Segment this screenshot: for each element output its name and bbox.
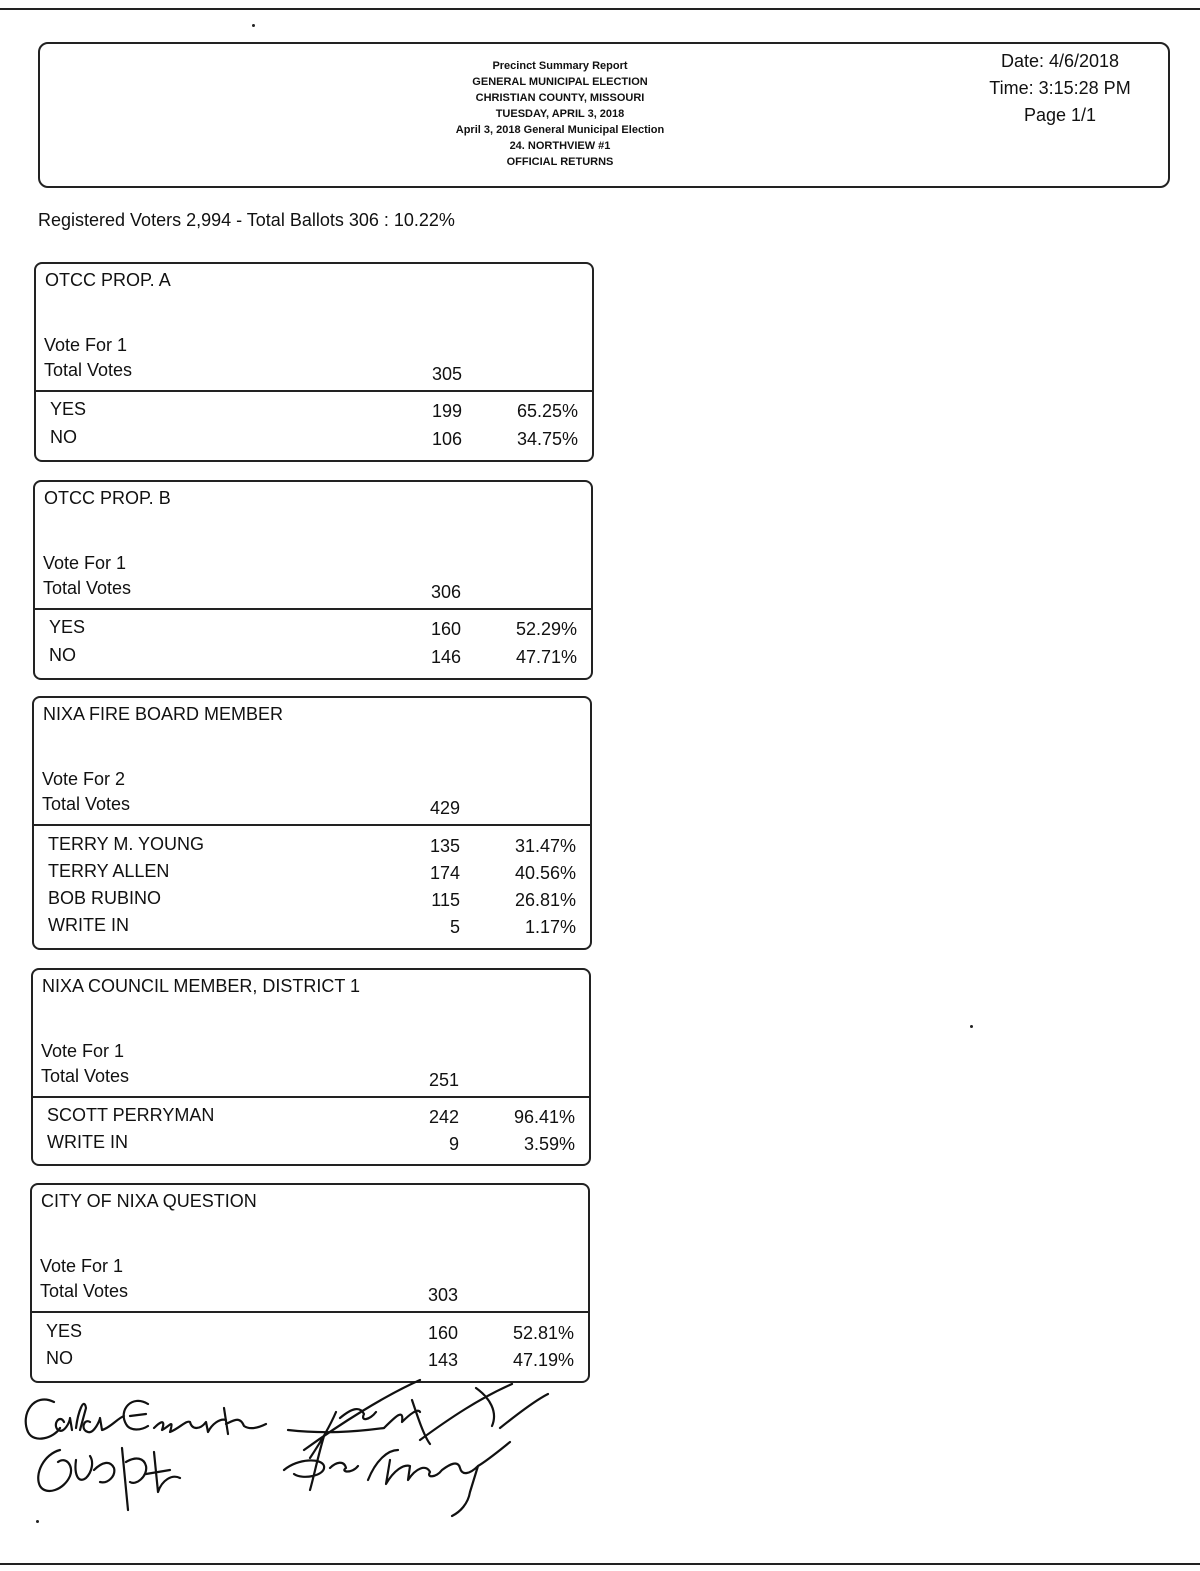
choice-name: YES <box>49 617 86 637</box>
signature-4 <box>264 1420 524 1520</box>
top-rule <box>0 8 1200 10</box>
choice-percent: 52.81% <box>512 1323 574 1343</box>
vote-for: Vote For 1 <box>44 335 128 355</box>
contest-divider <box>34 824 590 826</box>
choice-name: YES <box>46 1321 83 1341</box>
choice-name: TERRY M. YOUNG <box>48 834 205 854</box>
total-votes-value: 251 <box>428 1070 459 1090</box>
total-votes-value: 429 <box>429 798 460 818</box>
result-row <box>35 645 591 671</box>
turnout-summary: Registered Voters 2,994 - Total Ballots 306 : 10.22% <box>38 210 455 230</box>
total-votes-label: Total Votes <box>40 1281 129 1301</box>
signature-2 <box>30 1440 190 1520</box>
returns-status: OFFICIAL RETURNS <box>506 156 614 168</box>
choice-votes: 106 <box>431 429 462 449</box>
choice-name: NO <box>46 1348 73 1368</box>
vote-for: Vote For 1 <box>41 1041 125 1061</box>
result-row <box>36 399 592 425</box>
choice-name: BOB RUBINO <box>48 888 162 908</box>
result-row <box>36 427 592 453</box>
total-votes-label: Total Votes <box>44 360 133 380</box>
choice-percent: 3.59% <box>523 1134 575 1154</box>
precinct-name: 24. NORTHVIEW #1 <box>509 140 611 152</box>
result-row <box>34 861 590 887</box>
contest-otcc-prop-a <box>34 262 594 462</box>
choice-name: NO <box>49 645 76 665</box>
contest-nixa-council-district-1 <box>31 968 591 1166</box>
total-votes-value: 303 <box>427 1285 458 1305</box>
vote-for: Vote For 1 <box>40 1256 124 1276</box>
choice-percent: 34.75% <box>516 429 578 449</box>
total-votes-label: Total Votes <box>42 794 131 814</box>
total-votes-label: Total Votes <box>43 578 132 598</box>
choice-votes: 146 <box>430 647 461 667</box>
contest-title: NIXA FIRE BOARD MEMBER <box>43 704 284 724</box>
contest-title: NIXA COUNCIL MEMBER, DISTRICT 1 <box>42 976 361 996</box>
election-date: TUESDAY, APRIL 3, 2018 <box>495 108 625 120</box>
report-time: Time: 3:15:28 PM <box>989 78 1131 98</box>
contest-otcc-prop-b <box>33 480 593 680</box>
choice-votes: 199 <box>431 401 462 421</box>
choice-votes: 160 <box>427 1323 458 1343</box>
result-row <box>34 888 590 914</box>
result-row <box>32 1348 588 1374</box>
total-votes-value: 305 <box>431 364 462 384</box>
scan-speck <box>970 1025 973 1028</box>
choice-votes: 143 <box>427 1350 458 1370</box>
total-votes-label: Total Votes <box>41 1066 130 1086</box>
choice-percent: 1.17% <box>524 917 576 937</box>
contest-title: CITY OF NIXA QUESTION <box>41 1191 257 1211</box>
choice-votes: 242 <box>428 1107 459 1127</box>
result-row <box>35 617 591 643</box>
choice-percent: 96.41% <box>513 1107 575 1127</box>
choice-percent: 26.81% <box>514 890 576 910</box>
choice-votes: 160 <box>430 619 461 639</box>
header-meta <box>960 48 1160 129</box>
total-votes-value: 306 <box>430 582 461 602</box>
vote-for: Vote For 2 <box>42 769 126 789</box>
scan-speck <box>36 1520 39 1523</box>
report-title: Precinct Summary Report <box>492 60 628 72</box>
choice-percent: 40.56% <box>514 863 576 883</box>
election-full-name: April 3, 2018 General Municipal Election <box>455 124 665 136</box>
scan-speck <box>252 24 255 27</box>
choice-percent: 65.25% <box>516 401 578 421</box>
choice-name: WRITE IN <box>48 915 129 935</box>
choice-name: YES <box>50 399 87 419</box>
choice-name: TERRY ALLEN <box>48 861 170 881</box>
contest-divider <box>35 608 591 610</box>
election-name: GENERAL MUNICIPAL ELECTION <box>472 76 648 88</box>
contest-nixa-fire-board <box>32 696 592 950</box>
result-row <box>34 915 590 941</box>
choice-percent: 52.29% <box>515 619 577 639</box>
choice-percent: 31.47% <box>514 836 576 856</box>
contest-city-of-nixa-question <box>30 1183 590 1383</box>
result-row <box>33 1105 589 1131</box>
vote-for: Vote For 1 <box>43 553 127 573</box>
choice-votes: 9 <box>448 1134 459 1154</box>
choice-votes: 115 <box>431 890 460 910</box>
contest-divider <box>32 1311 588 1313</box>
result-row <box>33 1132 589 1158</box>
choice-percent: 47.71% <box>515 647 577 667</box>
choice-name: NO <box>50 427 77 447</box>
contest-divider <box>36 390 592 392</box>
report-date: Date: 4/6/2018 <box>1000 51 1120 71</box>
contest-title: OTCC PROP. A <box>45 270 171 290</box>
page-number: Page 1/1 <box>1023 105 1097 125</box>
choice-name: SCOTT PERRYMAN <box>47 1105 215 1125</box>
choice-votes: 174 <box>429 863 460 883</box>
contest-divider <box>33 1096 589 1098</box>
county-name: CHRISTIAN COUNTY, MISSOURI <box>475 92 645 104</box>
result-row <box>32 1321 588 1347</box>
choice-name: WRITE IN <box>47 1132 128 1152</box>
bottom-rule <box>0 1563 1200 1565</box>
choice-percent: 47.19% <box>512 1350 574 1370</box>
choice-votes: 5 <box>449 917 460 937</box>
report-header <box>38 42 1170 188</box>
contest-title: OTCC PROP. B <box>44 488 171 508</box>
result-row <box>34 834 590 860</box>
choice-votes: 135 <box>429 836 460 856</box>
header-title-block <box>340 58 780 170</box>
